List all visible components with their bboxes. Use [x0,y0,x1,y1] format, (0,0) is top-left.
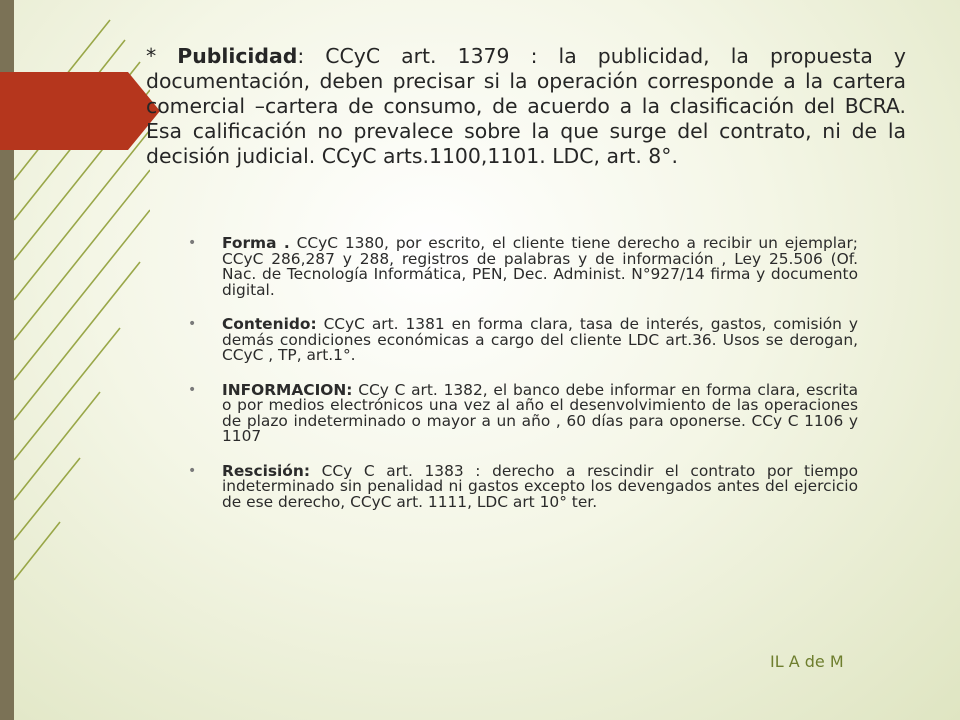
red-arrow-accent [0,72,160,150]
bullet-text: CCy C art. 1382, el banco debe informar en forma clara, escrita o por medios electrónicos una vez al año el desenvolvimiento de las operaciones de plazo indeterminado o mayor a un año , 60 días para oponerse. CCy C 1106 y 1107 [222,380,858,445]
bullet-text: CCyC art. 1381 en forma clara, tasa de interés, gastos, comisión y demás condiciones económicas a cargo del cliente LDC art.36. Usos se derogan, CCyC , TP, art.1°. [222,315,858,364]
title-bold-keyword: Publicidad [177,44,298,68]
bullet-text: CCy C art. 1383 : derecho a rescindir el contrato por tiempo indeterminado sin penalidad ni gastos excepto los devengados antes del ejercicio de ese derecho, CCyC art. 1111, LDC art 10° ter. [222,461,858,511]
bullet-list [188,236,858,529]
bullet-keyword: Rescisión: [222,461,310,480]
bullet-item-informacion [188,380,858,445]
title-prefix: * [146,44,178,68]
bullet-item-forma [188,236,858,298]
bullet-item-contenido [188,317,858,364]
bullet-keyword: Forma . [222,234,290,252]
bullet-keyword: INFORMACION: [222,380,353,399]
slide-title [146,44,906,169]
title-text: : CCyC art. 1379 : la publicidad, la propuesta y documentación, deben precisar si la operación corresponde a la cartera comercial –cartera de consumo, de acuerdo a la clasificación del BCRA. Esa calificación no prevalece sobre la que surge del contrato, ni de la decisión judicial. CCyC arts.1100,1101. LDC, art. 8°. [146,44,906,168]
bullet-item-rescision [188,461,858,511]
bullet-keyword: Contenido: [222,315,317,333]
footer-author: IL A de M [770,652,844,671]
bullet-text: CCyC 1380, por escrito, el cliente tiene derecho a recibir un ejemplar; CCyC 286,287 y 288, registros de palabras y de información , Ley 25.506 (Of. Nac. de Tecnología Informática, PEN, Dec. Administ. N°927/14 firma y documento digital. [222,234,858,299]
